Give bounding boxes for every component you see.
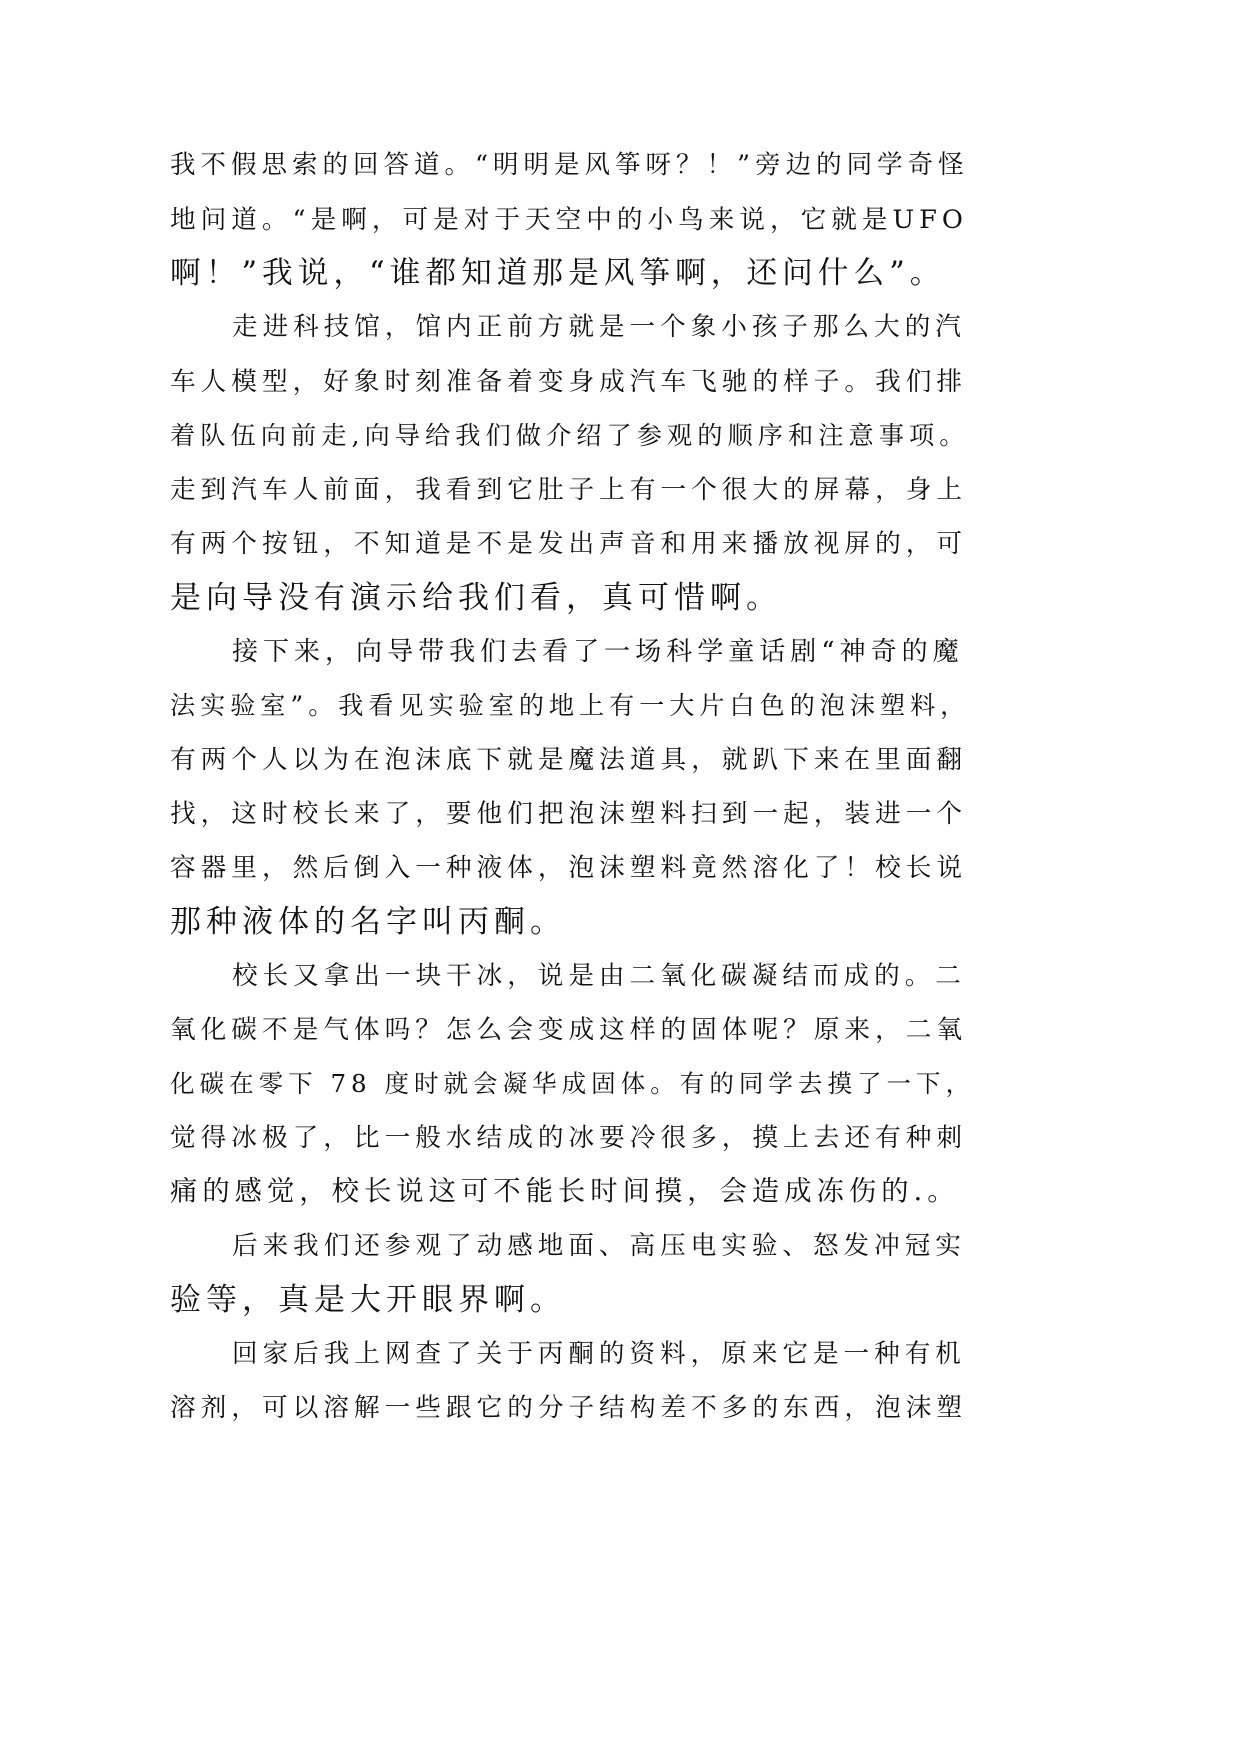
text-line: 是向导没有演示给我们看，真可惜啊。 <box>170 580 782 616</box>
text-line: 验等，真是大开眼界啊。 <box>170 1282 566 1318</box>
text-line: 我不假思索的回答道。“明明是风筝呀？！”旁边的同学奇怪 <box>170 150 969 180</box>
text-line: 着队伍向前走,向导给我们做介绍了参观的顺序和注意事项。 <box>170 421 970 450</box>
paragraph-first-line: 走进科技馆，馆内正前方就是一个象小孩子那么大的汽 <box>232 312 966 342</box>
text-line: 走到汽车人前面，我看到它肚子上有一个很大的屏幕，身上 <box>170 475 968 505</box>
text-line: 啊！”我说，“谁都知道那是风筝啊，还问什么”。 <box>170 256 946 291</box>
text-line: 那种液体的名字叫丙酮。 <box>170 904 566 940</box>
text-line: 法实验室”。我看见实验室的地上有一大片白色的泡沫塑料， <box>170 691 971 720</box>
text-line: 地问道。“是啊，可是对于天空中的小鸟来说，它就是UFO <box>170 205 968 235</box>
text-line: 氧化碳不是气体吗？怎么会变成这样的固体呢？原来，二氧 <box>170 1015 968 1045</box>
text-line: 觉得冰极了，比一般水结成的冰要冷很多，摸上去还有种刺 <box>170 1123 968 1153</box>
text-line: 有两个按钮，不知道是不是发出声音和用来播放视屏的，可 <box>170 529 968 559</box>
paragraph-first-line: 校长又拿出一块干冰，说是由二氧化碳凝结而成的。二 <box>232 961 966 991</box>
text-line: 痛的感觉，校长说这可不能长时间摸，会造成冻伤的.。 <box>170 1176 960 1207</box>
text-line: 车人模型，好象时刻准备着变身成汽车飞驰的样子。我们排 <box>170 367 968 397</box>
text-line: 容器里，然后倒入一种液体，泡沫塑料竟然溶化了！校长说 <box>170 853 968 883</box>
text-line: 找，这时校长来了，要他们把泡沫塑料扫到一起，装进一个 <box>170 799 968 829</box>
text-line: 化碳在零下 78 度时就会凝华成固体。有的同学去摸了一下， <box>170 1069 976 1098</box>
paragraph-first-line: 接下来，向导带我们去看了一场科学童话剧“神奇的魔 <box>232 637 964 667</box>
text-line: 溶剂，可以溶解一些跟它的分子结构差不多的东西，泡沫塑 <box>170 1393 968 1423</box>
text-line: 有两个人以为在泡沫底下就是魔法道具，就趴下来在里面翻 <box>170 745 968 775</box>
paragraph-first-line: 后来我们还参观了动感地面、高压电实验、怒发冲冠实 <box>232 1231 966 1261</box>
paragraph-first-line: 回家后我上网查了关于丙酮的资料，原来它是一种有机 <box>232 1339 966 1369</box>
